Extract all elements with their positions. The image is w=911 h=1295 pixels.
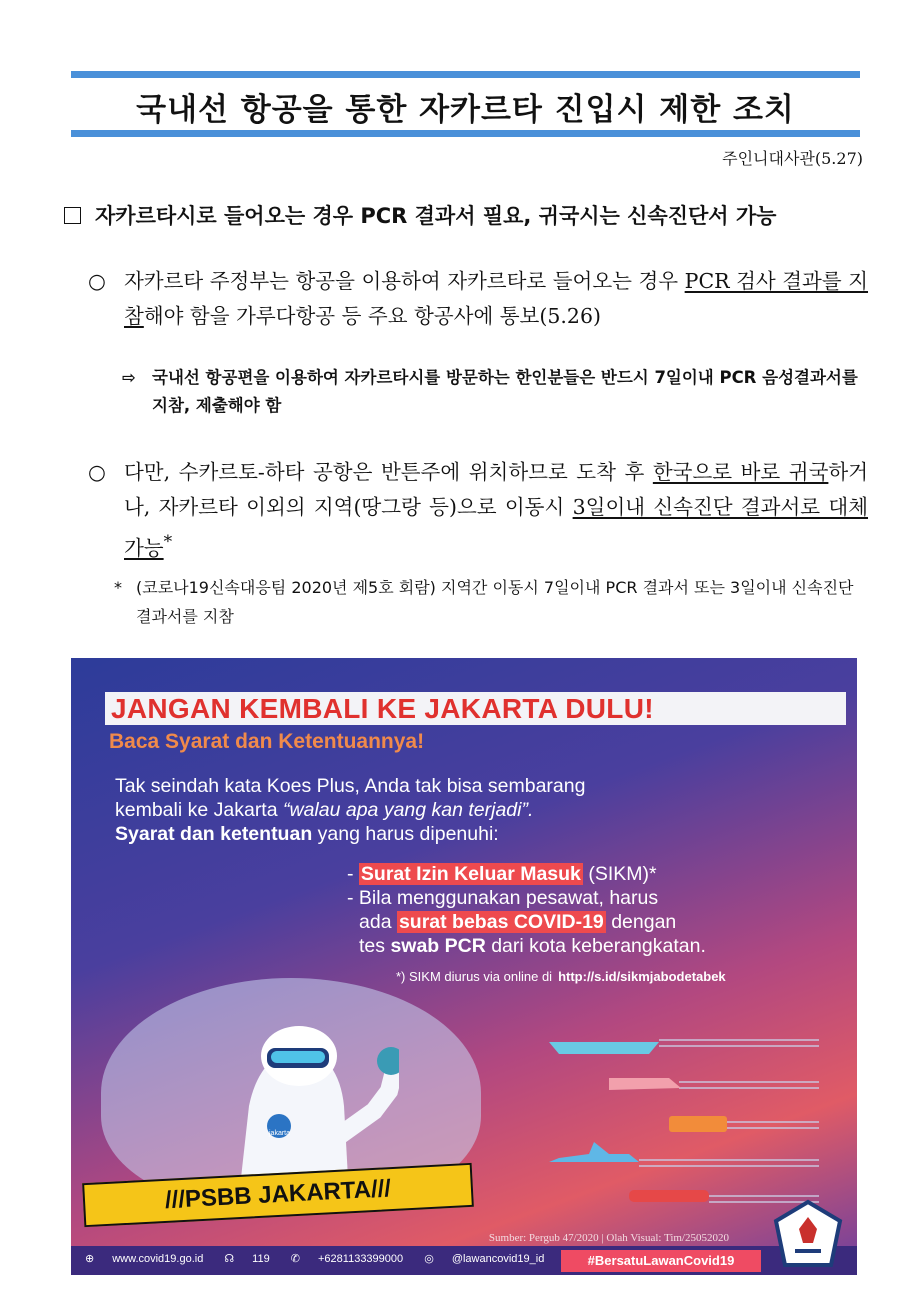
source-label: 주인니대사관(5.27) [722,149,863,168]
text-run: 하거나, 자카르타 이외의 지역(땅그랑 등)으로 이동시 [124,460,868,519]
bullet-item-2 [88,455,868,566]
text-run: tes [359,935,391,957]
arrow-right-icon: ⇨ [122,368,136,387]
highlight-sikm: Surat Izin Keluar Masuk [360,863,581,885]
poster-title: JANGAN KEMBALI KE JAKARTA DULU! [105,692,846,725]
requirements-list [347,862,847,958]
text-run: 해야 함을 가루다항공 등 주요 항공사에 통보(5.26) [143,304,602,328]
poster-source: Sumber: Pergub 47/2020 | Olah Visual: Tim/25052020 [488,1232,729,1244]
footer-website: www.covid19.go.id [112,1253,204,1265]
footer-contacts [85,1252,562,1265]
footnote-text: (코로나19신속대응팀 2020년 제5호 회람) 지역간 이동시 7일이내 PCR 결과서 또는 3일이내 신속진단 결과서를 지참 [136,578,854,626]
checkbox-square-icon [64,207,81,224]
footnote [114,573,874,631]
globe-icon: ⊕ [85,1253,95,1265]
sikm-note [396,969,726,984]
bullet-text-1 [124,264,868,334]
bottom-rule [71,130,860,137]
requirement-2-line-1: - Bila menggunakan pesawat, harus [347,887,659,909]
text-run: 자카르타 주정부는 항공을 이용하여 자카르타로 들어오는 경우 [124,269,685,293]
top-rule [71,71,860,78]
psbb-banner: ///PSBB JAKARTA/// [82,1163,474,1227]
footer-hotline: 119 [252,1253,270,1265]
transport-vehicles-illustration [549,1030,819,1210]
highlight-covid: surat bebas COVID-19 [398,911,604,933]
text-run: dari kota keberangkatan. [485,935,706,957]
government-emblem-icon [773,1199,843,1269]
underlined-text: 3일이내 신속진단 결과서로 대체 가능 [124,495,869,560]
italic-quote: “walau apa yang kan terjadi”. [283,799,534,821]
poster-body-line-3 [115,822,815,846]
circle-bullet-icon: ○ [88,269,106,293]
text-run: (SIKM)* [582,863,657,885]
poster-footer [71,1246,857,1275]
page-title: 국내선 항공을 통한 자카르타 진입시 제한 조치 [136,92,795,128]
psbb-poster [71,658,857,1275]
whatsapp-icon: ✆ [290,1253,300,1265]
footnote-marker: * [163,532,173,552]
arrow-note [122,364,872,420]
poster-subtitle: Baca Syarat dan Ketentuannya! [109,730,425,753]
arrow-note-text: 국내선 항공편을 이용하여 자카르타시를 방문하는 한인분들은 반드시 7일이내 PCR 음성결과서를 지참, 제출해야 함 [152,368,858,415]
badge-label: jakarta [269,1130,291,1137]
bullet-text-2 [124,455,868,566]
section-heading-text: 자카르타시로 들어오는 경우 PCR 결과서 필요, 귀국시는 신속진단서 가능 [95,204,777,228]
circle-bullet-icon: ○ [88,460,106,484]
bold-text: Syarat dan ketentuan [115,823,313,845]
note-text: *) SIKM diurus via online di [396,969,553,984]
requirement-2-line-2 [347,910,847,934]
text-run: dengan [605,911,677,933]
requirement-2-line-3 [347,934,847,958]
dash: - [347,863,359,885]
text-run: kembali ke Jakarta [115,799,283,821]
underlined-text: 한국으로 바로 귀국 [652,460,829,484]
requirement-1 [347,862,847,886]
text-run: yang harus dipenuhi: [312,823,499,845]
poster-body-line-1: Tak seindah kata Koes Plus, Anda tak bisa sembarang [115,775,586,797]
poster-body [115,774,815,846]
hashtag-badge: #BersatuLawanCovid19 [561,1250,761,1272]
social-icon: ◎ [424,1253,434,1265]
bullet-item-1 [88,264,868,334]
footer-social: @lawancovid19_id [451,1253,545,1265]
section-heading [64,200,776,230]
poster-body-line-2 [115,798,815,822]
text-run: ada [359,911,397,933]
bold-text: swab PCR [390,935,486,957]
footer-whatsapp: +6281133399000 [318,1253,404,1265]
text-run: 다만, 수카르토-하타 공항은 반튼주에 위치하므로 도착 후 [124,460,653,484]
underlined-text: PCR 검사 결과를 지참 [124,269,869,328]
headset-icon: ☊ [224,1253,235,1265]
asterisk-icon: * [114,578,122,597]
sikm-link: http://s.id/sikmjabodetabek [558,969,726,984]
